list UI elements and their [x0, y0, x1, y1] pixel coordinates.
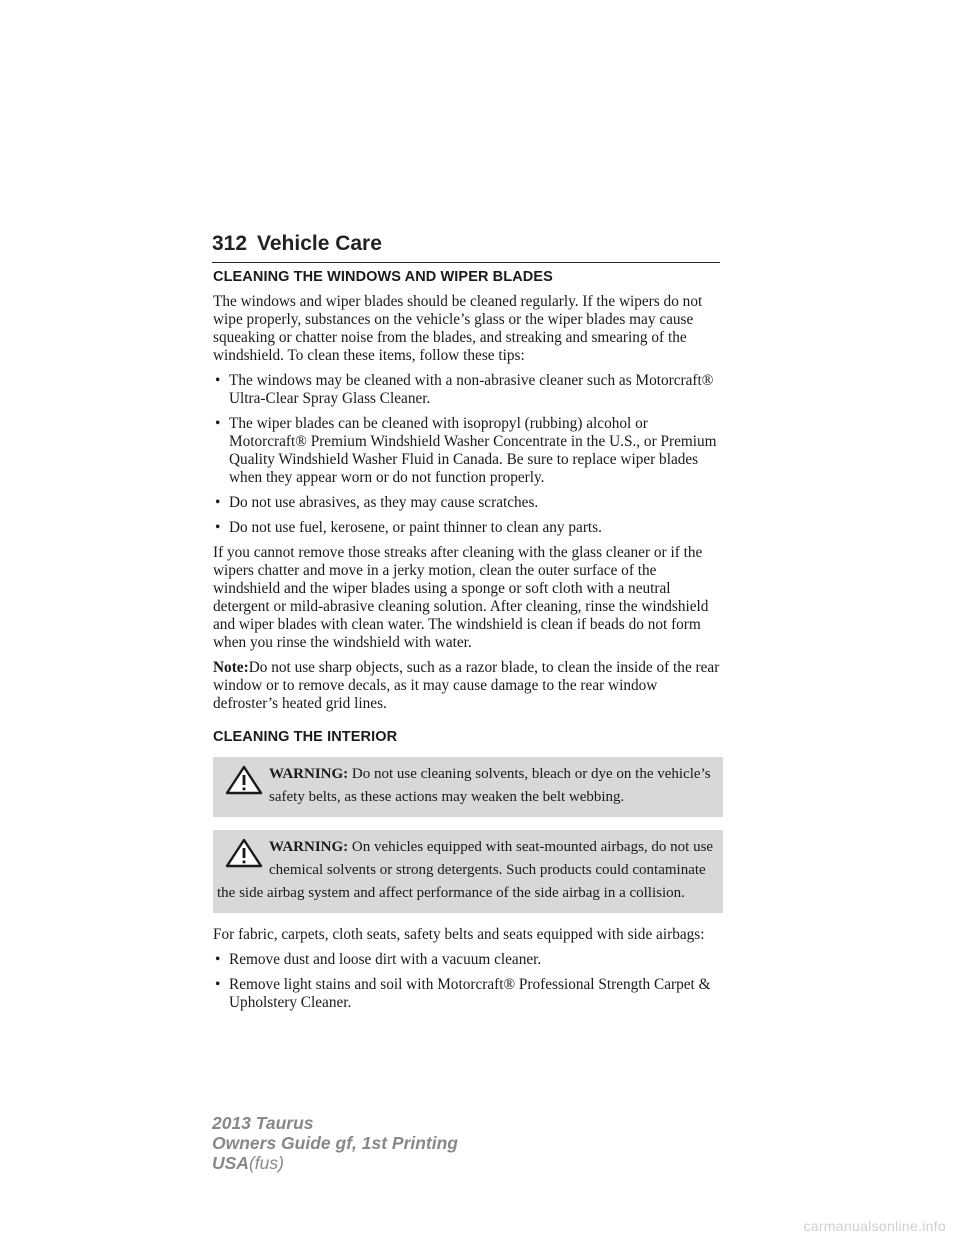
- bullet-icon: •: [215, 976, 221, 993]
- warning-box-safety-belts: [213, 757, 723, 817]
- windows-intro: The windows and wiper blades should be cleaned regularly. If the wipers do not wipe properly, substances on the vehicle’s glass or the wiper blades may cause squeaking or chatter noise from the blades, and streaking and smearing of the windshield. To clean these items, follow these tips:: [213, 293, 703, 364]
- warning-triangle-icon: [225, 765, 263, 795]
- list-item: • Do not use abrasives, as they may cause scratches.: [215, 494, 539, 511]
- list-item: • Remove dust and loose dirt with a vacuum cleaner.: [215, 951, 542, 968]
- section-title: Vehicle Care: [257, 232, 382, 255]
- page-content: [213, 268, 723, 1019]
- footer-region: USA(fus): [212, 1153, 284, 1173]
- list-item: • The windows may be cleaned with a non-abrasive cleaner such as Motorcraft® Ultra-Clear Spray Glass Cleaner.: [215, 372, 714, 407]
- watermark: carmanualsonline.info: [803, 1218, 946, 1234]
- warning-label: WARNING:: [269, 766, 349, 782]
- bullet-icon: •: [215, 372, 221, 389]
- note-paragraph: Note:Do not use sharp objects, such as a razor blade, to clean the inside of the rear window or to remove decals, as it may cause damage to the rear window defroster’s heated grid lines.: [213, 659, 720, 712]
- heading-interior: CLEANING THE INTERIOR: [213, 729, 398, 745]
- interior-intro: For fabric, carpets, cloth seats, safety belts and seats equipped with side airbags:: [213, 926, 705, 943]
- page-header: [212, 228, 720, 263]
- bullet-icon: •: [215, 519, 221, 536]
- warning-triangle-icon: [225, 838, 263, 868]
- footer-model: 2013 Taurus: [212, 1113, 314, 1133]
- list-item: • Remove light stains and soil with Motorcraft® Professional Strength Carpet & Upholstery Cleaner.: [215, 976, 711, 1011]
- warning-text: Do not use cleaning solvents, bleach or dye on the vehicle’s safety belts, as these actions may weaken the belt webbing.: [269, 766, 711, 805]
- bullet-icon: •: [215, 951, 221, 968]
- warning-text: On vehicles equipped with seat-mounted airbags, do not use chemical solvents or strong detergents. Such products could contaminate the side airbag system and affect performance of the side airbag in a collision.: [217, 839, 714, 901]
- note-label: Note:: [213, 659, 249, 676]
- footer-edition: Owners Guide gf, 1st Printing: [212, 1133, 458, 1153]
- heading-windows-wipers: CLEANING THE WINDOWS AND WIPER BLADES: [213, 269, 553, 285]
- windows-tips-list: [213, 372, 723, 537]
- bullet-icon: •: [215, 494, 221, 511]
- page-number: 312: [212, 232, 248, 255]
- document-footer: [212, 1113, 458, 1173]
- bullet-icon: •: [215, 415, 221, 432]
- warning-label: WARNING:: [269, 839, 349, 855]
- list-item: • Do not use fuel, kerosene, or paint thinner to clean any parts.: [215, 519, 602, 536]
- list-item: • The wiper blades can be cleaned with isopropyl (rubbing) alcohol or Motorcraft® Premium Windshield Washer Concentrate in the U.S., or Premium Quality Windshield Washer Fluid in Canada. Be sure to replace wiper blades when they appear worn or do not function properly.: [215, 415, 717, 486]
- streaks-paragraph: If you cannot remove those streaks after cleaning with the glass cleaner or if the wipers chatter and move in a jerky motion, clean the outer surface of the windshield and the wiper blades using a sponge or soft cloth with a neutral detergent or mild-abrasive cleaning solution. After cleaning, rinse the windshield and wiper blades with clean water. The windshield is clean if beads do not form when you rinse the windshield with water.: [213, 544, 709, 651]
- interior-tips-list: [213, 951, 723, 1012]
- warning-box-side-airbags: [213, 830, 723, 913]
